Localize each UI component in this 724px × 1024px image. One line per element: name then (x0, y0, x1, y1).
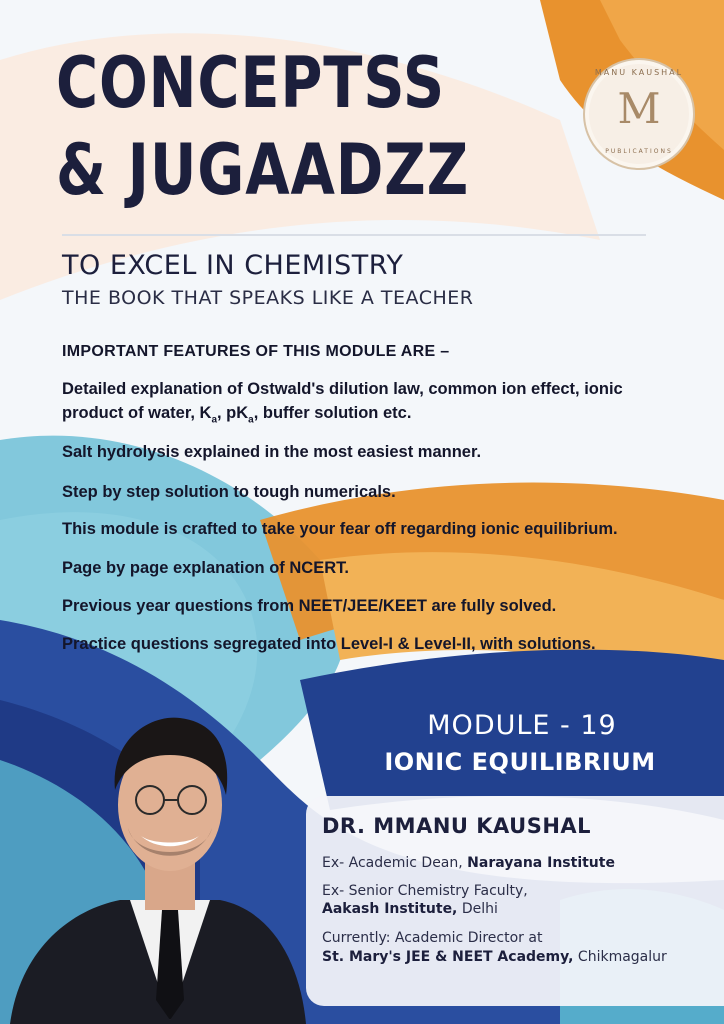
author-portrait (0, 700, 310, 1024)
features-heading: IMPORTANT FEATURES OF THIS MODULE ARE – (62, 343, 450, 360)
feature-item-7: Practice questions segregated into Level-I & Level-II, with solutions. (62, 635, 596, 653)
tagline: THE BOOK THAT SPEAKS LIKE A TEACHER (62, 287, 474, 309)
seal-monogram: M (617, 84, 661, 133)
feature-item-3: Step by step solution to tough numericals. (62, 483, 396, 501)
feature-item-5: Page by page explanation of NCERT. (62, 559, 349, 577)
module-number: MODULE - 19 (427, 710, 617, 741)
title-line-2: & JUGAADZZ (56, 129, 470, 211)
module-title: IONIC EQUILIBRIUM (384, 748, 656, 776)
credential-3-org: St. Mary's JEE & NEET Academy, Chikmagalur (322, 949, 667, 965)
credential-2-org: Aakash Institute, Delhi (322, 901, 498, 917)
feature-item-4: This module is crafted to take your fear off regarding ionic equilibrium. (62, 520, 618, 538)
feature-item-1: Detailed explanation of Ostwald's dilution law, common ion effect, ionic product of water, $K_a$, $pK_a$, buffer solution etc. (62, 380, 623, 426)
author-name: DR. MMANU KAUSHAL (322, 814, 592, 838)
credential-2-role: Ex- Senior Chemistry Faculty, (322, 883, 528, 899)
subscript-a-2: a (248, 414, 254, 426)
divider (62, 234, 646, 236)
feature-item-2: Salt hydrolysis explained in the most easiest manner. (62, 443, 482, 461)
title-line-1: CONCEPTSS (56, 42, 446, 124)
feature-item-6: Previous year questions from NEET/JEE/KEET are fully solved. (62, 597, 557, 615)
credential-1: Ex- Academic Dean, Narayana Institute (322, 855, 615, 871)
seal-top-text: MANU KAUSHAL (594, 68, 684, 77)
publisher-seal-logo (583, 58, 695, 170)
seal-bottom-text: PUBLICATIONS (605, 148, 673, 155)
subscript-a: a (211, 414, 217, 426)
subtitle: TO EXCEL IN CHEMISTRY (62, 250, 404, 281)
credential-3-role: Currently: Academic Director at (322, 930, 543, 946)
